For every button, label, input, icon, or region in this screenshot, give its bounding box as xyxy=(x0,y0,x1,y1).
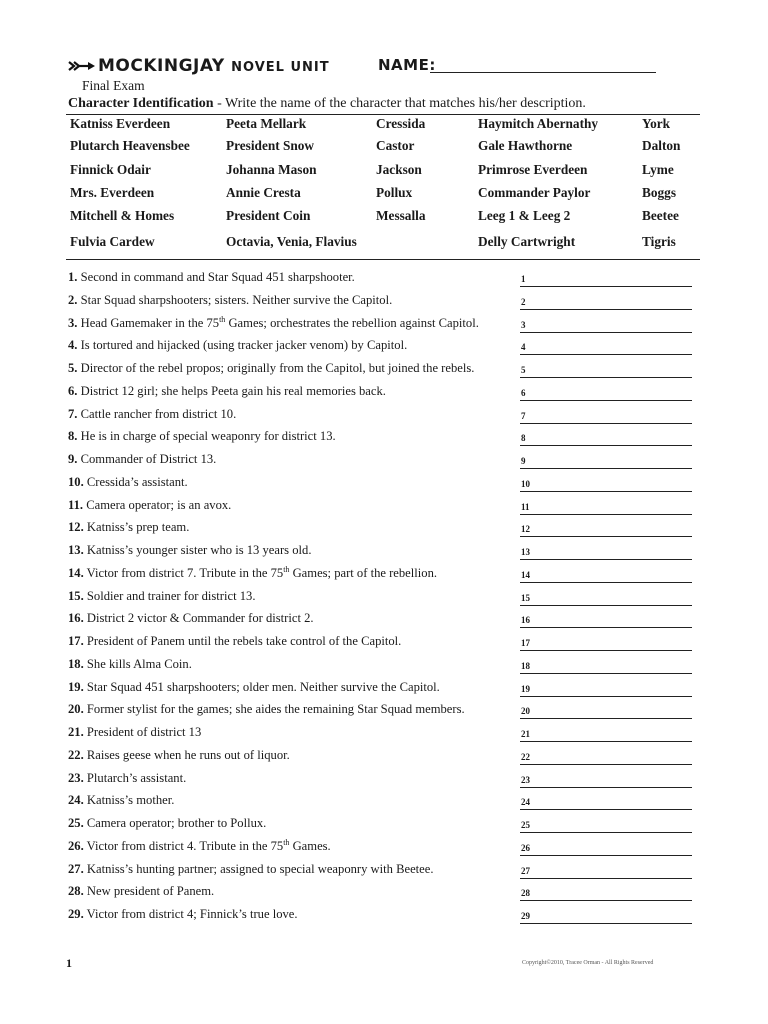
question-item xyxy=(68,452,708,474)
question-item xyxy=(68,884,708,906)
question-text xyxy=(68,384,386,399)
answer-number: 1 xyxy=(521,274,526,284)
answer-number: 17 xyxy=(521,638,530,648)
character-name: President Coin xyxy=(226,208,311,223)
question-item xyxy=(68,816,708,838)
answer-number: 10 xyxy=(521,478,530,489)
section-instructions xyxy=(68,96,586,112)
answer-number: 6 xyxy=(521,387,526,398)
question-description: President of Panem until the rebels take control of the Capitol. xyxy=(83,634,402,648)
question-number: 2. xyxy=(68,292,78,307)
unit-title xyxy=(98,56,330,76)
bank-row xyxy=(68,162,700,182)
answer-blank[interactable] xyxy=(520,718,692,719)
character-name: Lyme xyxy=(642,162,674,177)
character-name: Octavia, Venia, Flavius xyxy=(226,234,357,249)
answer-number: 16 xyxy=(521,615,530,626)
answer-number: 3 xyxy=(521,319,526,330)
answer-number: 24 xyxy=(521,797,530,808)
answer-blank[interactable] xyxy=(520,286,692,287)
answer-blank[interactable] xyxy=(520,923,692,924)
question-number: 20. xyxy=(68,702,84,717)
character-name: Dalton xyxy=(642,138,681,153)
question-item xyxy=(68,725,708,747)
question-item xyxy=(68,862,708,884)
question-item xyxy=(68,475,708,497)
question-text xyxy=(68,475,188,490)
character-name: Pollux xyxy=(376,185,413,200)
question-item xyxy=(68,566,708,588)
question-item xyxy=(68,338,708,360)
question-description: Former stylist for the games; she aides the remaining Star Squad members. xyxy=(83,702,465,717)
question-description: Star Squad 451 sharpshooters; older men. Neither survive the Capitol. xyxy=(83,679,440,694)
bank-row xyxy=(68,138,700,158)
answer-number: 27 xyxy=(521,865,530,876)
character-name: Mrs. Everdeen xyxy=(70,185,155,200)
question-number: 11. xyxy=(68,497,84,512)
question-text xyxy=(68,657,192,672)
question-description: Camera operator; is an avox. xyxy=(83,497,232,512)
character-name: Haymitch Abernathy xyxy=(478,116,599,131)
character-name: Delly Cartwright xyxy=(478,234,576,249)
question-number: 3. xyxy=(68,315,78,330)
answer-blank[interactable] xyxy=(520,445,692,446)
answer-number: 25 xyxy=(521,820,530,830)
answer-number: 14 xyxy=(521,569,530,580)
answer-blank[interactable] xyxy=(520,468,692,469)
answer-blank[interactable] xyxy=(520,582,692,583)
answer-blank[interactable] xyxy=(520,627,692,628)
instructions-text: - Write the name of the character that matches his/her description. xyxy=(213,96,586,111)
character-name: York xyxy=(642,116,671,131)
name-label: NAME: xyxy=(378,56,436,74)
question-number: 24. xyxy=(68,793,84,808)
question-description: New president of Panem. xyxy=(83,884,215,899)
question-text xyxy=(68,316,479,331)
title-text: MOCKINGJAY xyxy=(98,56,225,76)
answer-number: 12 xyxy=(521,524,530,535)
question-description: Katniss’s younger sister who is 13 years old. xyxy=(83,543,312,557)
answer-number: 29 xyxy=(521,911,530,921)
question-description: He is in charge of special weaponry for district 13. xyxy=(77,429,336,444)
question-number: 1. xyxy=(68,270,78,284)
question-text xyxy=(68,543,311,558)
answer-blank[interactable] xyxy=(520,878,692,879)
answer-number: 13 xyxy=(521,547,530,557)
question-item xyxy=(68,293,708,315)
character-name: Commander Paylor xyxy=(478,185,591,200)
character-name: Boggs xyxy=(642,185,676,200)
character-name: Castor xyxy=(376,138,415,153)
answer-blank[interactable] xyxy=(520,559,692,560)
question-item xyxy=(68,680,708,702)
question-item xyxy=(68,270,708,292)
unit-label: NOVEL UNIT xyxy=(231,60,330,75)
character-name: Gale Hawthorne xyxy=(478,138,573,153)
question-item xyxy=(68,748,708,770)
character-name: Beetee xyxy=(642,208,679,223)
answer-blank[interactable] xyxy=(520,423,692,424)
question-item xyxy=(68,657,708,679)
question-number: 21. xyxy=(68,725,84,739)
question-number: 28. xyxy=(68,884,84,899)
question-description: She kills Alma Coin. xyxy=(83,656,192,671)
question-description: Victor from district 4. Tribute in the 75 xyxy=(83,838,284,853)
question-text xyxy=(68,611,314,626)
answer-number: 28 xyxy=(521,888,530,899)
ordinal-suffix: th xyxy=(219,314,226,324)
answer-blank[interactable] xyxy=(520,787,692,788)
question-text xyxy=(68,702,465,717)
bank-top-rule xyxy=(66,114,700,115)
question-number: 23. xyxy=(68,770,84,785)
answer-number: 19 xyxy=(521,683,530,694)
question-number: 7. xyxy=(68,406,78,421)
question-item xyxy=(68,498,708,520)
question-number: 27. xyxy=(68,861,84,876)
question-description: Victor from district 4; Finnick’s true love. xyxy=(83,907,298,921)
question-description-cont: Games. xyxy=(289,838,331,853)
question-description: Cressida’s assistant. xyxy=(83,474,188,489)
ordinal-suffix: th xyxy=(283,837,290,847)
character-name: Annie Cresta xyxy=(226,185,301,200)
answer-number: 23 xyxy=(521,774,530,785)
arrow-logo-icon xyxy=(68,59,96,73)
question-item xyxy=(68,543,708,565)
answer-blank[interactable] xyxy=(520,309,692,310)
answer-number: 11 xyxy=(521,501,530,512)
question-item xyxy=(68,384,708,406)
answer-blank[interactable] xyxy=(520,605,692,606)
question-description: District 2 victor & Commander for district 2. xyxy=(83,611,314,626)
question-item xyxy=(68,611,708,633)
question-number: 17. xyxy=(68,634,84,648)
answer-number: 4 xyxy=(521,342,526,353)
answer-blank[interactable] xyxy=(520,741,692,742)
question-item xyxy=(68,793,708,815)
question-description: Soldier and trainer for district 13. xyxy=(83,588,256,603)
question-text xyxy=(68,589,255,604)
answer-blank[interactable] xyxy=(520,696,692,697)
question-item xyxy=(68,407,708,429)
question-text xyxy=(68,452,216,467)
ordinal-suffix: th xyxy=(283,564,290,574)
section-heading: Character Identification xyxy=(68,96,214,111)
character-name: Johanna Mason xyxy=(226,162,317,177)
question-number: 10. xyxy=(68,474,84,489)
question-text xyxy=(68,816,266,831)
question-description-cont: Games; part of the rebellion. xyxy=(289,565,438,580)
answer-blank[interactable] xyxy=(520,400,692,401)
question-text xyxy=(68,520,189,535)
bank-row xyxy=(68,116,700,136)
page-number: 1 xyxy=(66,956,72,970)
question-description: Katniss’s mother. xyxy=(83,793,175,808)
character-name: Katniss Everdeen xyxy=(70,116,171,131)
bank-row xyxy=(68,234,700,254)
question-description: Victor from district 7. Tribute in the 75 xyxy=(83,565,284,580)
question-item xyxy=(68,839,708,861)
answer-blank[interactable] xyxy=(520,514,692,515)
character-name: Cressida xyxy=(376,116,426,131)
answer-number: 26 xyxy=(521,842,530,853)
question-number: 5. xyxy=(68,361,78,375)
question-description: District 12 girl; she helps Peeta gain his real memories back. xyxy=(77,383,386,398)
bank-row xyxy=(68,208,700,228)
answer-number: 2 xyxy=(521,296,526,307)
character-name: President Snow xyxy=(226,138,315,153)
question-text xyxy=(68,771,186,786)
question-text xyxy=(68,338,407,353)
question-number: 26. xyxy=(68,838,84,853)
answer-blank[interactable] xyxy=(520,855,692,856)
question-number: 16. xyxy=(68,611,84,626)
answer-blank[interactable] xyxy=(520,650,692,651)
question-item xyxy=(68,316,708,338)
answer-number: 7 xyxy=(521,410,526,421)
exam-subtitle: Final Exam xyxy=(82,78,145,93)
question-text xyxy=(68,407,236,422)
character-name: Mitchell & Homes xyxy=(70,208,175,223)
question-item xyxy=(68,361,708,383)
answer-number: 15 xyxy=(521,592,530,603)
answer-number: 5 xyxy=(521,365,526,375)
question-item xyxy=(68,702,708,724)
question-description: Second in command and Star Squad 451 sharpshooter. xyxy=(77,270,355,284)
question-item xyxy=(68,520,708,542)
question-text xyxy=(68,293,392,308)
question-number: 9. xyxy=(68,452,78,466)
question-description: Commander of District 13. xyxy=(77,452,217,466)
answer-number: 21 xyxy=(521,729,530,739)
character-name: Plutarch Heavensbee xyxy=(70,138,190,153)
question-item xyxy=(68,589,708,611)
question-number: 13. xyxy=(68,543,84,557)
answer-number: 8 xyxy=(521,433,526,444)
question-text xyxy=(68,862,434,877)
answer-blank[interactable] xyxy=(520,673,692,674)
copyright-notice: Copyright©2010, Tracee Orman - All Rights Reserved xyxy=(522,960,654,966)
question-description: Katniss’s hunting partner; assigned to special weaponry with Beetee. xyxy=(83,861,434,876)
question-description: Plutarch’s assistant. xyxy=(83,770,187,785)
answer-blank[interactable] xyxy=(520,764,692,765)
bank-row xyxy=(68,185,700,205)
answer-number: 22 xyxy=(521,751,530,762)
question-description: President of district 13 xyxy=(83,725,202,739)
character-name: Fulvia Cardew xyxy=(70,234,155,249)
question-text xyxy=(68,884,214,899)
question-item xyxy=(68,907,708,929)
question-number: 6. xyxy=(68,383,78,398)
question-description: Director of the rebel propos; originally from the Capitol, but joined the rebels. xyxy=(77,361,475,375)
character-name: Primrose Everdeen xyxy=(478,162,588,177)
question-text xyxy=(68,634,401,649)
answer-number: 20 xyxy=(521,706,530,717)
answer-blank[interactable] xyxy=(520,491,692,492)
question-description-cont: Games; orchestrates the rebellion against Capitol. xyxy=(225,315,479,330)
question-number: 4. xyxy=(68,338,78,353)
answer-blank[interactable] xyxy=(520,900,692,901)
character-name: Peeta Mellark xyxy=(226,116,307,131)
question-number: 25. xyxy=(68,816,84,830)
question-text xyxy=(68,270,355,285)
question-number: 29. xyxy=(68,907,84,921)
question-description: Head Gamemaker in the 75 xyxy=(77,315,220,330)
question-item xyxy=(68,634,708,656)
character-name: Tigris xyxy=(642,234,676,249)
question-text xyxy=(68,793,174,808)
character-name: Leeg 1 & Leeg 2 xyxy=(478,208,571,223)
answer-blank[interactable] xyxy=(520,377,692,378)
question-item xyxy=(68,429,708,451)
question-text xyxy=(68,907,298,922)
character-name: Jackson xyxy=(376,162,422,177)
question-number: 14. xyxy=(68,565,84,580)
question-description: Camera operator; brother to Pollux. xyxy=(83,816,267,830)
question-text xyxy=(68,839,331,854)
question-number: 15. xyxy=(68,588,84,603)
question-text xyxy=(68,748,290,763)
question-description: Katniss’s prep team. xyxy=(83,520,190,535)
character-name: Messalla xyxy=(376,208,426,223)
question-text xyxy=(68,566,437,581)
question-description: Is tortured and hijacked (using tracker jacker venom) by Capitol. xyxy=(77,338,408,353)
answer-number: 9 xyxy=(521,456,526,466)
answer-blank[interactable] xyxy=(520,332,692,333)
question-number: 19. xyxy=(68,679,84,694)
answer-number: 18 xyxy=(521,660,530,671)
answer-blank[interactable] xyxy=(520,832,692,833)
name-field[interactable] xyxy=(430,72,656,73)
question-number: 12. xyxy=(68,520,84,535)
answer-blank[interactable] xyxy=(520,809,692,810)
bank-bottom-rule xyxy=(66,259,700,260)
question-text xyxy=(68,361,474,376)
character-name: Finnick Odair xyxy=(70,162,151,177)
question-description: Raises geese when he runs out of liquor. xyxy=(83,747,290,762)
question-number: 8. xyxy=(68,429,78,444)
answer-blank[interactable] xyxy=(520,354,692,355)
question-text xyxy=(68,498,231,513)
question-number: 22. xyxy=(68,747,84,762)
question-text xyxy=(68,429,336,444)
page-header xyxy=(68,56,708,96)
question-number: 18. xyxy=(68,656,84,671)
answer-blank[interactable] xyxy=(520,536,692,537)
question-text xyxy=(68,725,201,740)
question-description: Star Squad sharpshooters; sisters. Neither survive the Capitol. xyxy=(77,292,393,307)
question-description: Cattle rancher from district 10. xyxy=(77,406,237,421)
question-item xyxy=(68,771,708,793)
question-text xyxy=(68,680,440,695)
